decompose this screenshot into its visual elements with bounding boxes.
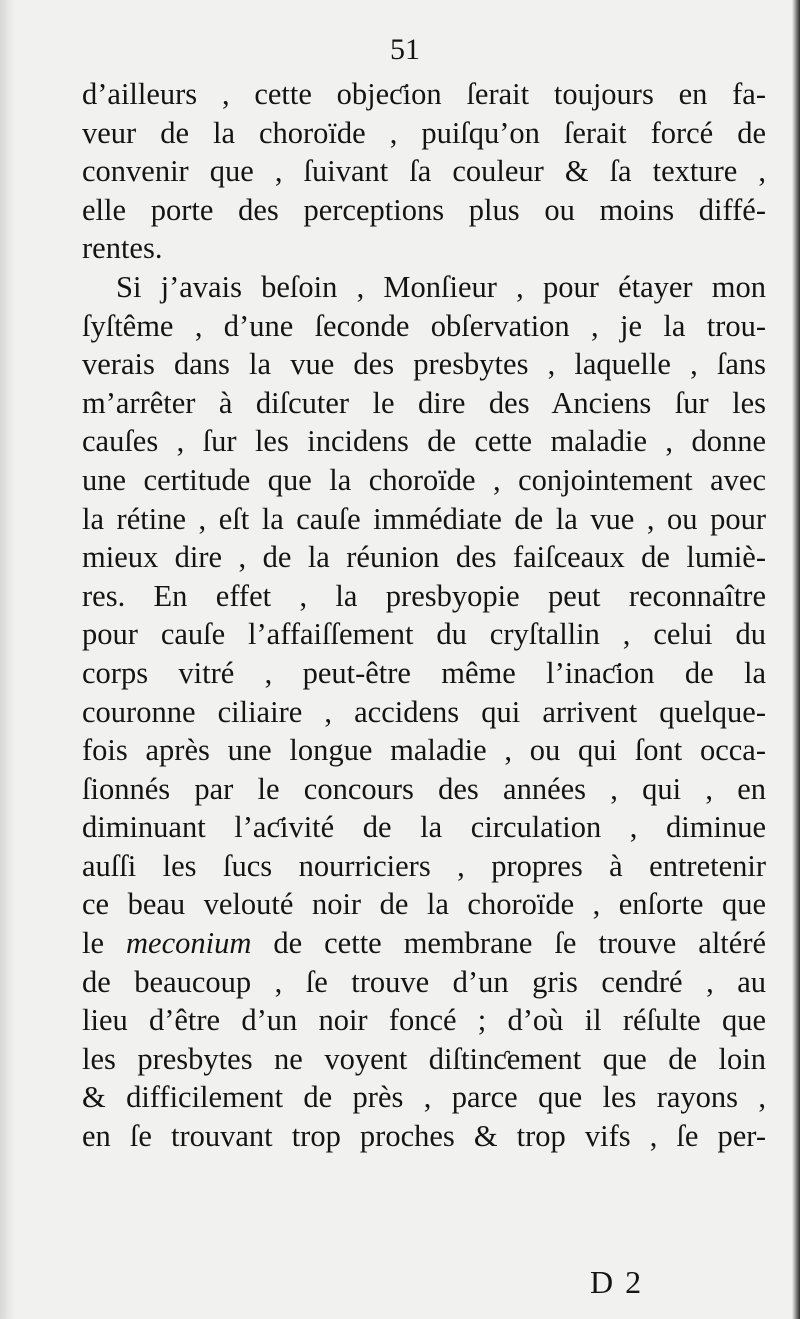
text-line: mieux dire , de la réunion des faiſceaux de lumiè- bbox=[82, 540, 766, 575]
text-line: elle porte des perceptions plus ou moins diffé- bbox=[82, 192, 766, 227]
text-line: res. En effet , la presbyopie peut reconnaître bbox=[82, 578, 766, 613]
text-line: fois après une longue maladie , ou qui ſont occa- bbox=[82, 733, 766, 768]
text-line-with-italic bbox=[82, 924, 766, 963]
text-line: de beaucoup , ſe trouve d’un gris cendré , au bbox=[82, 964, 766, 999]
text-line: couronne ciliaire , accidens qui arrivent quelque- bbox=[82, 694, 766, 729]
text-line: ſyſtême , d’une ſeconde obſervation , je la trou- bbox=[82, 308, 766, 343]
text-line: & difficilement de près , parce que les rayons , bbox=[82, 1080, 766, 1115]
text-line: cauſes , ſur les incidens de cette maladie , donne bbox=[82, 424, 766, 459]
text-line: les presbytes ne voyent diſtinƈement que de loin bbox=[82, 1041, 766, 1076]
italic-term: meconium bbox=[126, 926, 252, 961]
text-line: la rétine , eſt la cauſe immédiate de la vue , ou pour bbox=[82, 501, 766, 536]
text-line: ce beau velouté noir de la choroïde , enſorte que bbox=[82, 887, 766, 922]
text-line: corps vitré , peut-être même l’inaƈion de la bbox=[82, 655, 766, 690]
text-line: convenir que , ſuivant ſa couleur & ſa texture , bbox=[82, 154, 766, 189]
text-line: ſionnés par le concours des années , qui , en bbox=[82, 771, 766, 806]
text-line: une certitude que la choroïde , conjointement avec bbox=[82, 462, 766, 497]
text-line: m’arrêter à diſcuter le dire des Anciens ſur les bbox=[82, 385, 766, 420]
text-line: rentes. bbox=[82, 231, 163, 266]
text-line: pour cauſe l’affaiſſement du cryſtallin , celui du bbox=[82, 617, 766, 652]
text-line: d’ailleurs , cette objeƈion ſerait toujours en fa- bbox=[82, 77, 766, 111]
paragraph-start-line: Si j’avais beſoin , Monſieur , pour étayer mon bbox=[116, 269, 766, 304]
text-line: auſſi les ſucs nourriciers , propres à entretenir bbox=[82, 848, 766, 883]
signature-mark: D 2 bbox=[590, 1264, 644, 1300]
page-number: 51 bbox=[390, 33, 420, 66]
text-line: verais dans la vue des presbytes , laquelle , ſans bbox=[82, 347, 766, 382]
text-line: veur de la choroïde , puiſqu’on ſerait forcé de bbox=[82, 115, 766, 150]
body-text bbox=[82, 75, 766, 1156]
page-edge-right bbox=[792, 0, 800, 1319]
text-line: lieu d’être d’un noir foncé ; d’où il réſulte que bbox=[82, 1003, 766, 1038]
text-line: en ſe trouvant trop proches & trop vifs , ſe per- bbox=[82, 1119, 766, 1154]
text-line: diminuant l’aƈivité de la circulation , diminue bbox=[82, 810, 766, 845]
page-gutter-left bbox=[0, 0, 14, 1319]
text-fragment: de cette membrane ſe trouve altéré bbox=[273, 926, 767, 961]
text-fragment: le bbox=[82, 926, 105, 961]
